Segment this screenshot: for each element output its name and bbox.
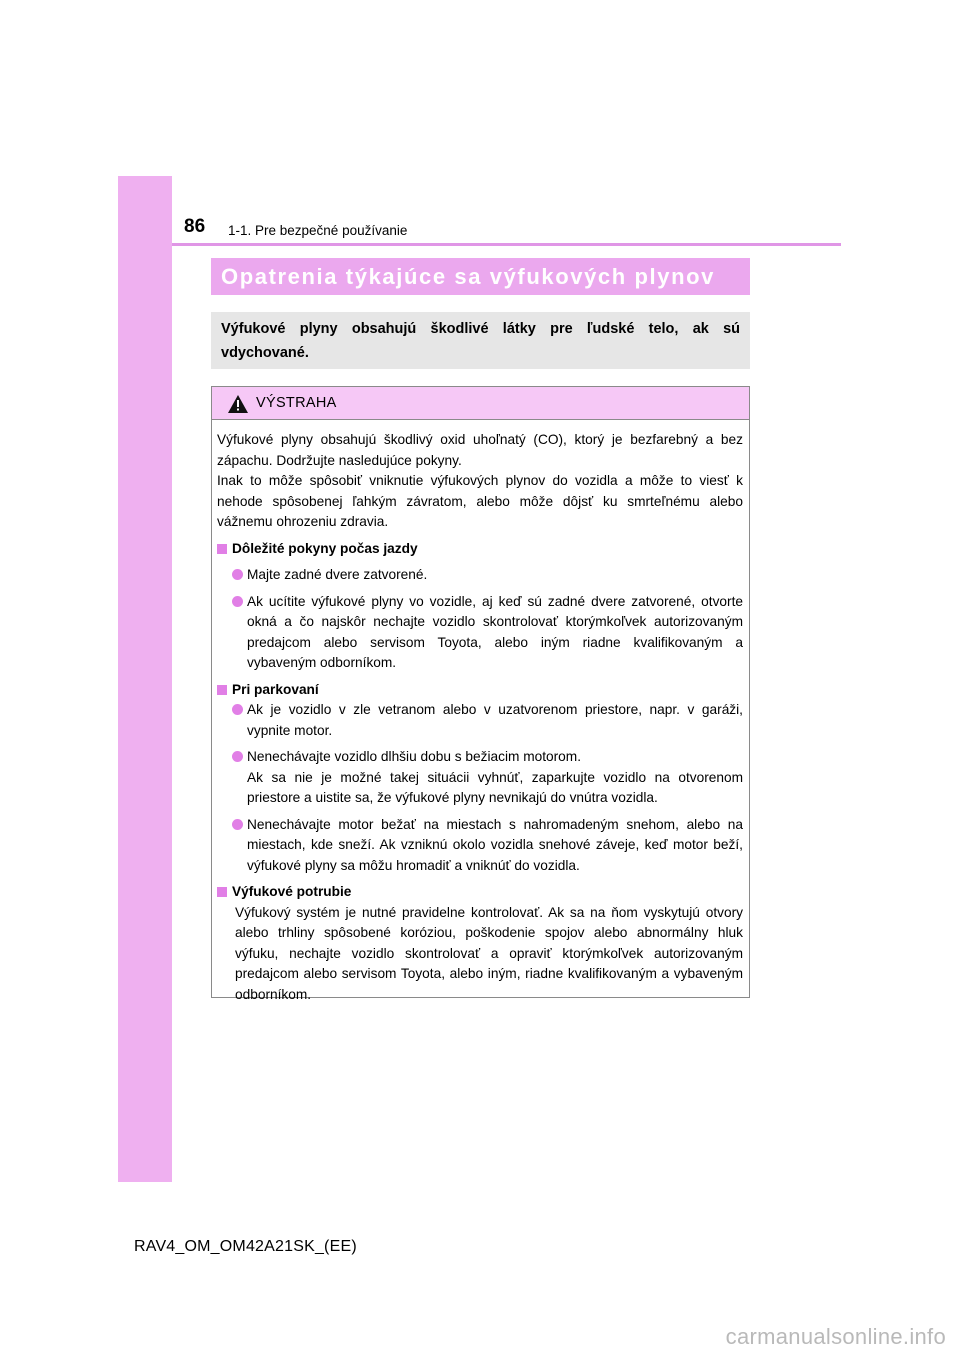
intro-box [211,312,750,369]
round-bullet-icon [232,569,243,580]
watermark: carmanualsonline.info [725,1324,946,1349]
section-text: Výfukový systém je nutné pravidelne kontrolovať. Ak sa na ňom vyskytujú otvory alebo trhliny spôsobené koróziou, poškodenie spojov alebo abnormálny hluk výfuku, nechajte vozidlo skontrolovať a opraviť ktorýmkoľvek autorizovaným predajcom alebo servisom Toyota, alebo iným, riadne kvalifikovaným a vybaveným odborníkom. [235,904,743,1002]
round-bullet-icon [232,596,243,607]
list-item: Nenechávajte vozidlo dlhšiu dobu s bežiacim motorom. Ak sa nie je možné takej situácii vyhnúť, zaparkujte vozidlo na otvorenom priestore a uistite sa, že výfukové plyny nevnikajú do vnútra vozidla. [217,747,743,809]
warning-header [212,387,749,420]
list-item: Majte zadné dvere zatvorené. [217,565,743,586]
square-bullet-icon [217,685,227,695]
header-rule [172,243,841,246]
warning-triangle-icon [228,395,248,413]
square-bullet-icon [217,544,227,554]
page-number: 86 [184,216,206,237]
side-color-band [118,176,172,1182]
list-item: Nenechávajte motor bežať na miestach s nahromadeným snehom, alebo na miestach, kde sneží. Ak vzniknú okolo vozidla snehové záveje, keď motor beží, výfukové plyny sa môžu hromadiť a vniknúť do vozidla. [217,815,743,877]
round-bullet-icon [232,819,243,830]
warning-box [211,386,750,1002]
square-bullet-icon [217,887,227,897]
list-item: Ak ucítite výfukové plyny vo vozidle, aj keď sú zadné dvere zatvorené, otvorte okná a čo najskôr nechajte vozidlo skontrolovať ktorýmkoľvek autorizovaným predajcom alebo servisom Toyota, alebo iným riadne kvalifikovaným a vybaveným odborníkom. [217,592,743,674]
round-bullet-icon [232,704,243,715]
round-bullet-icon [232,751,243,762]
document-code: RAV4_OM_OM42A21SK_(EE) [134,1238,357,1255]
warning-body [212,420,749,1005]
section-title: 1-1. Pre bezpečné používanie [228,223,408,238]
page-title: Opatrenia týkajúce sa výfukových plynov [211,258,750,295]
warning-label: VÝSTRAHA [256,395,337,411]
intro-text: Výfukové plyny obsahujú škodlivé látky pre ľudské telo, ak sú vdychované. [221,321,740,361]
warning-paragraph: Inak to môže spôsobiť vniknutie výfukových plynov do vozidla a môže to viesť k nehode spôsobenej ľahkým závratom, alebo môže dôjsť ku smrteľnému alebo vážnemu ohrozeniu zdravia. [217,473,743,529]
warning-paragraph: Výfukové plyny obsahujú škodlivý oxid uhoľnatý (CO), ktorý je bezfarebný a bez zápachu. Dodržujte nasledujúce pokyny. [217,432,743,468]
section-heading: Výfukové potrubie [217,882,743,903]
section-heading: Pri parkovaní [217,680,743,701]
list-item: Ak je vozidlo v zle vetranom alebo v uzatvorenom priestore, napr. v garáži, vypnite motor. [217,700,743,741]
section-heading: Dôležité pokyny počas jazdy [217,539,743,560]
